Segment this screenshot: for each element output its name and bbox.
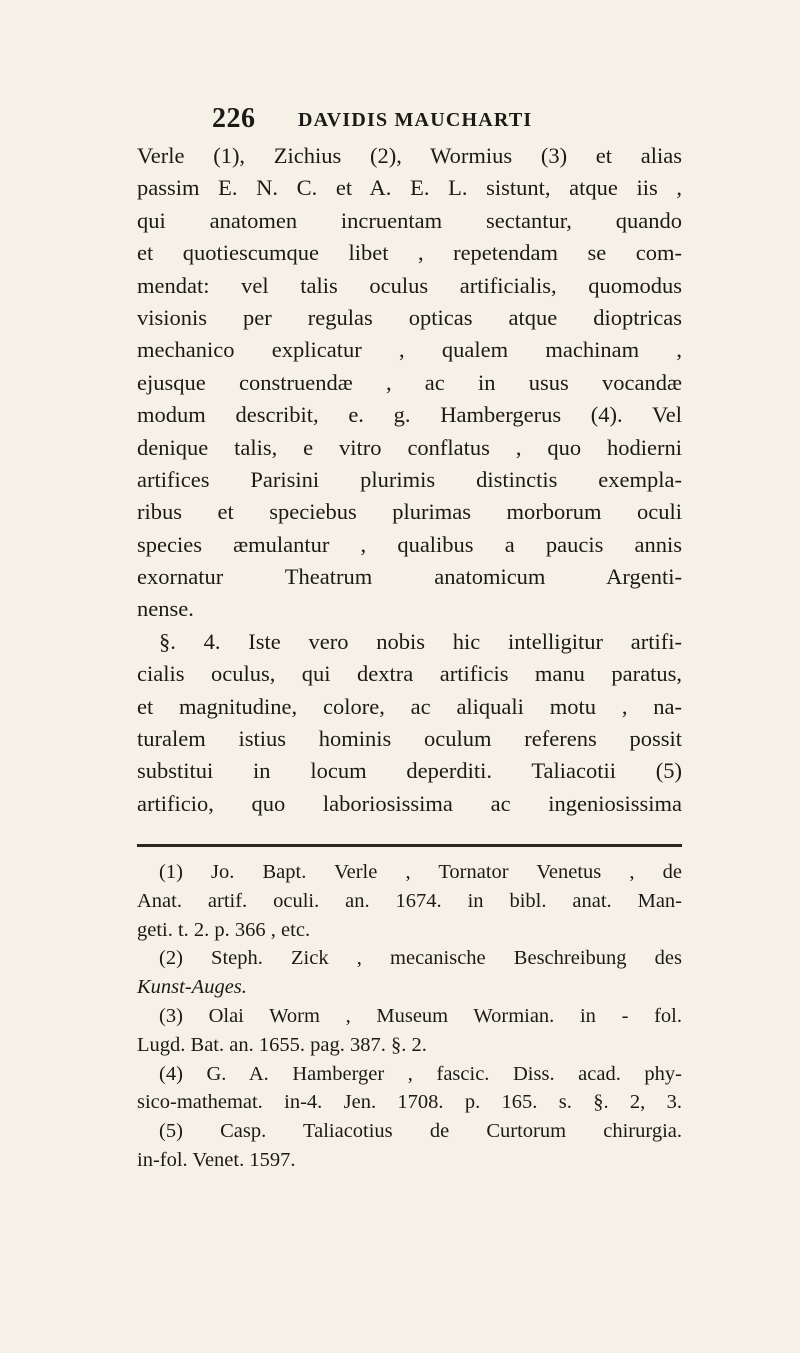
footnote-line: (1) Jo. Bapt. Verle , Tornator Venetus , de <box>159 861 682 883</box>
page-header <box>212 103 632 143</box>
text-line: et magnitudine, colore, ac aliquali motu , na- <box>137 693 682 719</box>
text-line: ribus et speciebus plurimas morborum oculi <box>137 499 682 525</box>
text-line: species æmulantur , qualibus a paucis annis <box>137 531 682 557</box>
main-text <box>137 140 682 820</box>
footnote-line: (5) Casp. Taliacotius de Curtorum chirurgia. <box>159 1120 682 1143</box>
text-line: ejusque construendæ , ac in usus vocandæ <box>137 369 682 395</box>
text-line: et quotiescumque libet , repetendam se com- <box>137 240 682 266</box>
text-line: §. 4. Iste vero nobis hic intelligitur artifi- <box>159 628 682 654</box>
footnote-line: geti. t. 2. p. 366 , etc. <box>137 918 311 941</box>
footnote-line: in-fol. Venet. 1597. <box>137 1148 296 1171</box>
text-line: artificio, quo laboriosissima ac ingeniosissima <box>137 790 682 816</box>
footnote-line: sico-mathemat. in-4. Jen. 1708. p. 165. s. §. 2, 3. <box>137 1091 682 1114</box>
page-number: 226 <box>212 103 256 134</box>
footnote-line: (3) Olai Worm , Museum Wormian. in - fol. <box>159 1004 682 1027</box>
footnote-line: (2) Steph. Zick , mecanische Beschreibung des <box>159 947 682 970</box>
footnote-line: Kunst-Auges. <box>137 976 247 999</box>
text-line: mechanico explicatur , qualem machinam , <box>137 337 682 363</box>
text-line: nense. <box>137 596 194 622</box>
text-line: visionis per regulas opticas atque dioptricas <box>137 304 682 330</box>
text-line: substitui in locum deperditi. Taliacotii (5) <box>137 758 682 784</box>
text-line: modum describit, e. g. Hambergerus (4). Vel <box>137 402 682 428</box>
running-head: DAVIDIS MAUCHARTI <box>298 109 533 131</box>
footnote-line: Anat. artif. oculi. an. 1674. in bibl. anat. Man- <box>137 889 682 912</box>
text-line: Verle (1), Zichius (2), Wormius (3) et alias <box>137 143 682 168</box>
text-line: passim E. N. C. et A. E. L. sistunt, atque iis , <box>137 175 682 201</box>
text-line: mendat: vel talis oculus artificialis, quomodus <box>137 272 682 298</box>
footnotes <box>137 858 682 1175</box>
footnote-line: (4) G. A. Hamberger , fascic. Diss. acad. phy- <box>159 1062 682 1085</box>
text-line: exornatur Theatrum anatomicum Argenti- <box>137 564 682 590</box>
text-line: turalem istius hominis oculum referens possit <box>137 726 682 752</box>
text-line: denique talis, e vitro conflatus , quo hodierni <box>137 434 682 460</box>
text-line: artifices Parisini plurimis distinctis exempla- <box>137 466 682 492</box>
footnote-rule <box>137 844 682 847</box>
text-line: qui anatomen incruentam sectantur, quando <box>137 207 682 233</box>
text-line: cialis oculus, qui dextra artificis manu paratus, <box>137 661 682 687</box>
footnote-line: Lugd. Bat. an. 1655. pag. 387. §. 2. <box>137 1033 427 1056</box>
